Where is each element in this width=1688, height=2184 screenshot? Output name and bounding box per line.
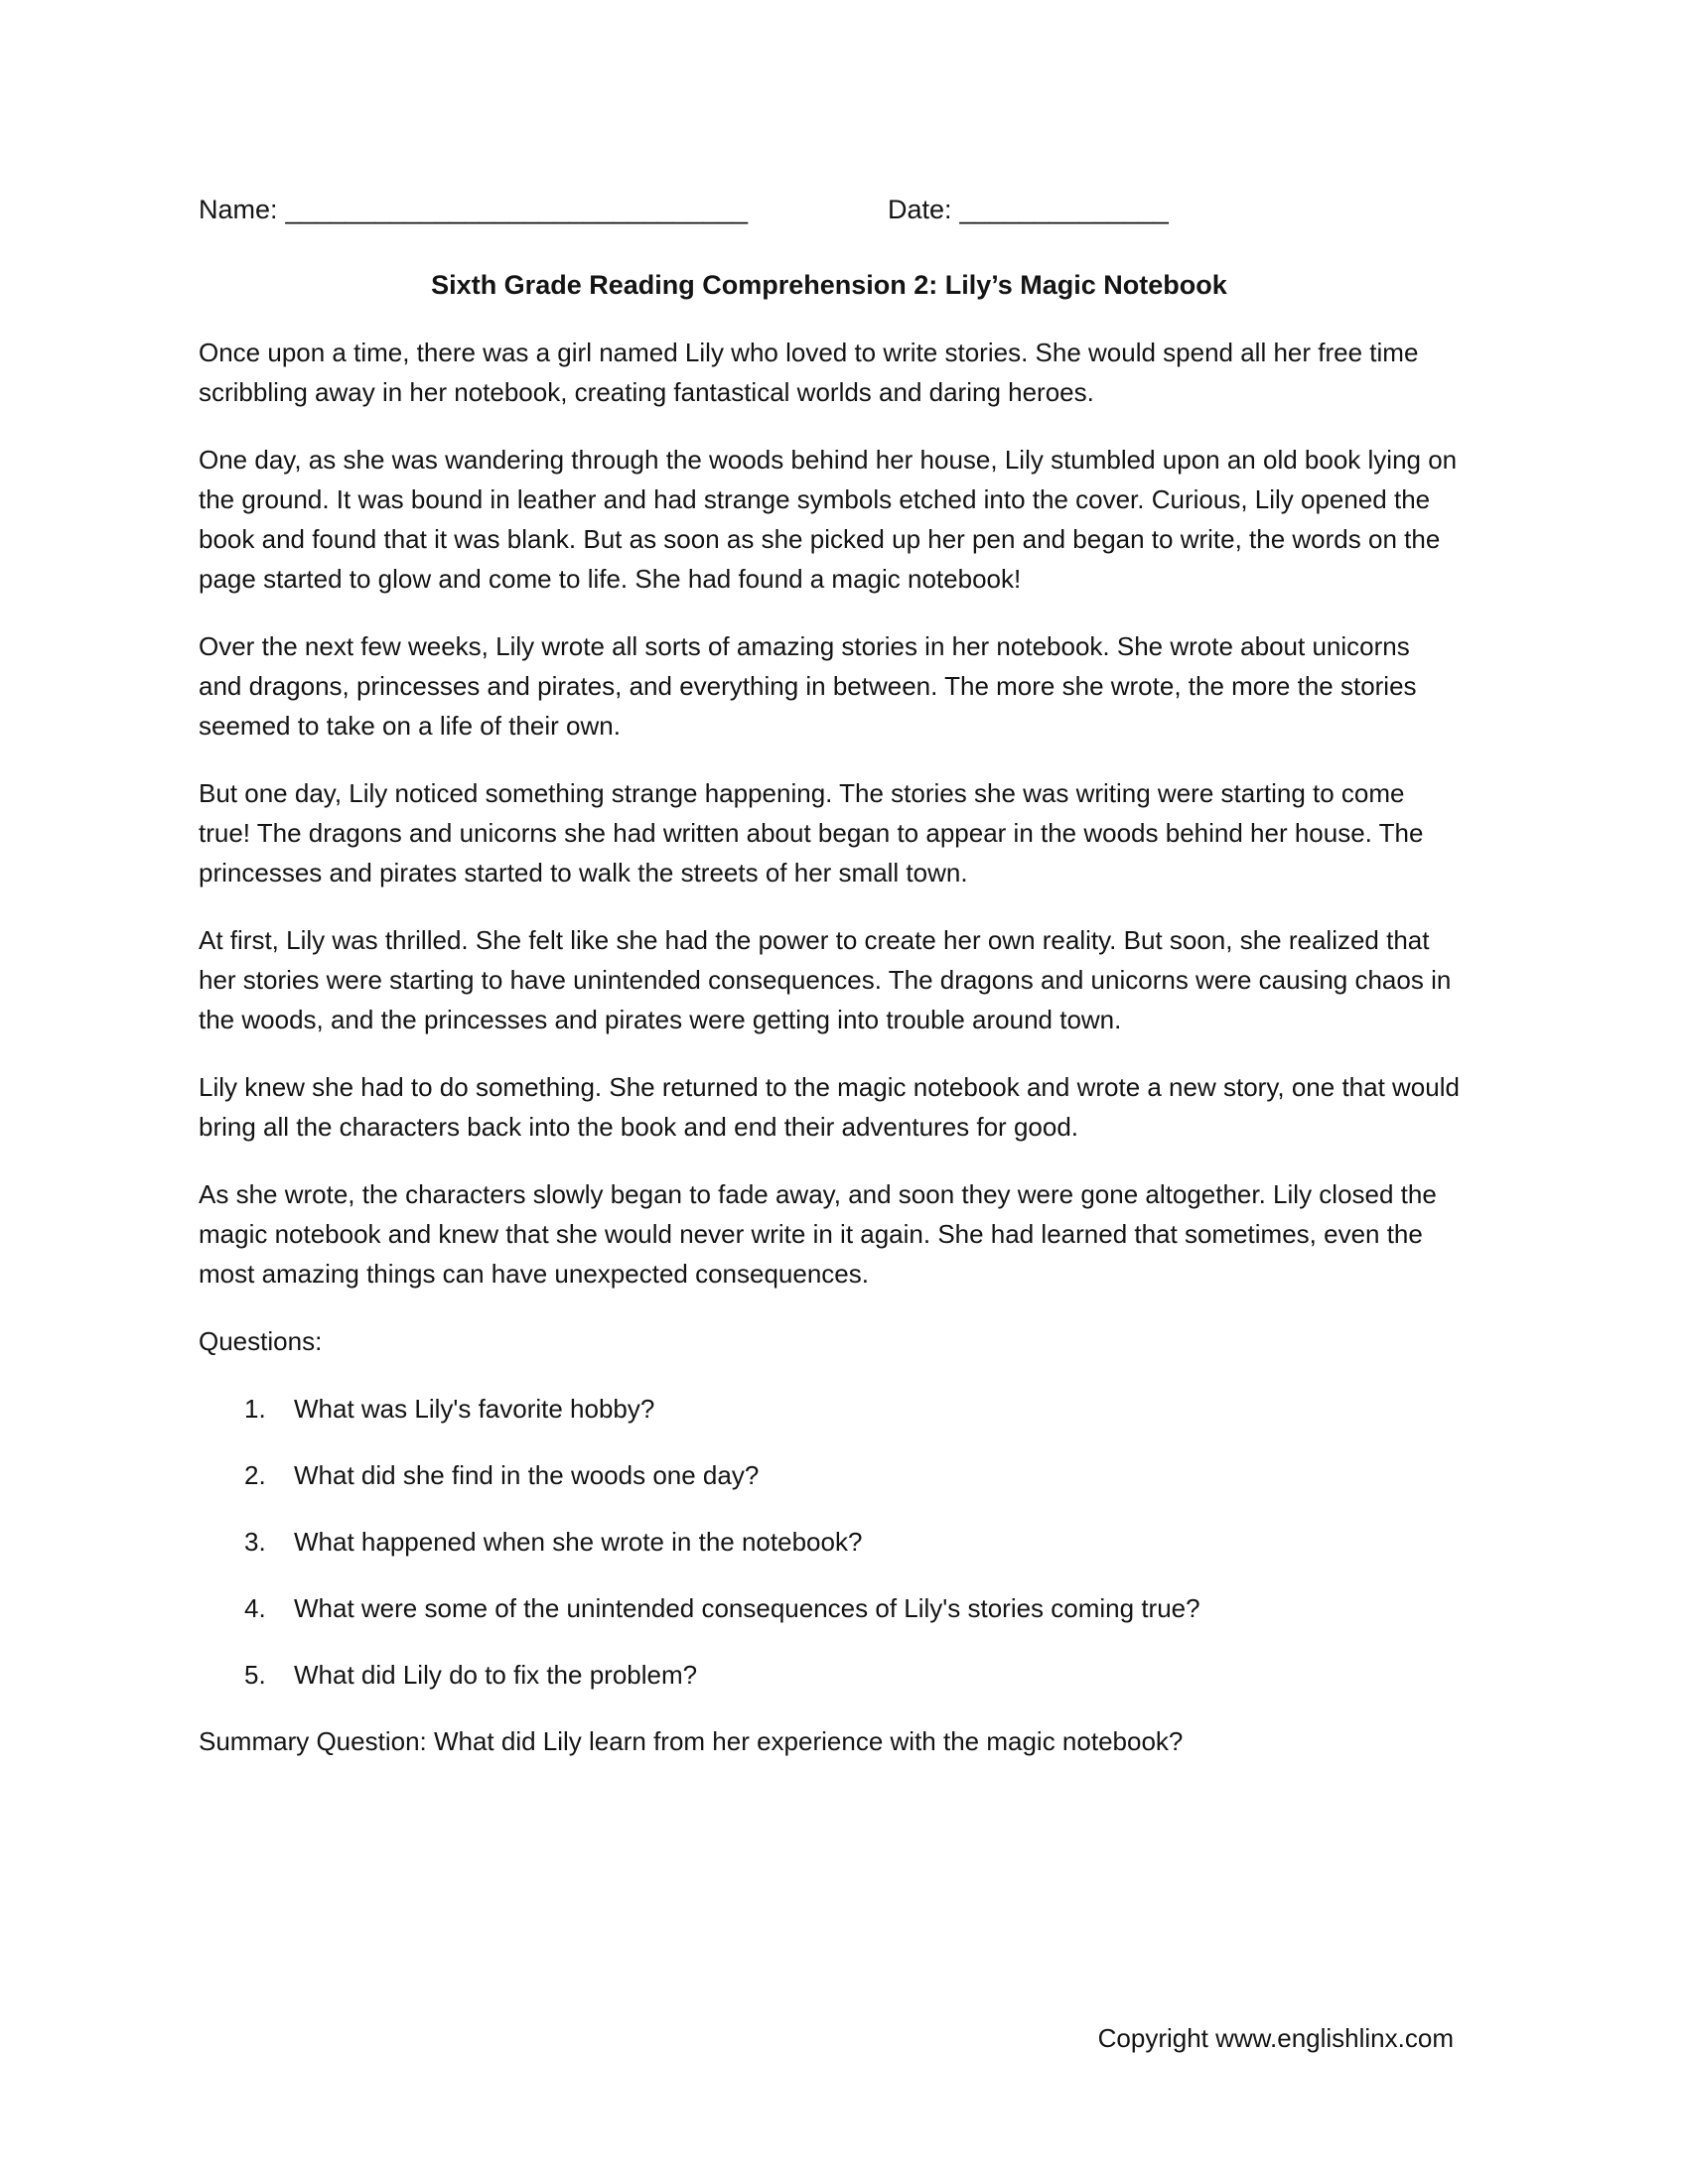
question-number: 2. (244, 1460, 266, 1490)
question-text: What happened when she wrote in the notebook? (294, 1527, 863, 1557)
question-number: 3. (244, 1527, 266, 1557)
story-paragraph-6: Lily knew she had to do something. She returned to the magic notebook and wrote a new story, one that would bring all the characters back into the book and end their adventures for good. (199, 1072, 1460, 1142)
question-text: What were some of the unintended consequences of Lily's stories coming true? (294, 1593, 1200, 1623)
question-text: What did Lily do to fix the problem? (294, 1660, 698, 1690)
summary-question: Summary Question: What did Lily learn from her experience with the magic notebook? (199, 1726, 1184, 1756)
question-number: 4. (244, 1593, 266, 1623)
name-label: Name: (199, 195, 278, 224)
question-number: 5. (244, 1660, 266, 1690)
question-item (244, 1522, 1460, 1562)
date-blank-line: ______________ (959, 195, 1169, 224)
question-text: What was Lily's favorite hobby? (294, 1394, 655, 1424)
copyright-text: Copyright www.englishlinx.com (1097, 2023, 1454, 2053)
footer (1098, 2023, 1454, 2054)
story-paragraph-5: At first, Lily was thrilled. She felt like she had the power to create her own reality. But soon, she realized that her stories were starting to have unintended consequences. The dragons and unicorns were causing chaos in the woods, and the princesses and pirates were getting into trouble around town. (199, 925, 1452, 1034)
date-field (888, 195, 1169, 225)
name-field (199, 195, 888, 225)
question-item (244, 1389, 1460, 1429)
story-paragraph-1: Once upon a time, there was a girl named Lily who loved to write stories. She would spend all her free time scribbling away in her notebook, creating fantastical worlds and daring heroes. (199, 338, 1419, 407)
question-text: What did she find in the woods one day? (294, 1460, 760, 1490)
date-label: Date: (888, 195, 952, 224)
worksheet-title: Sixth Grade Reading Comprehension 2: Lily’s Magic Notebook (431, 270, 1227, 300)
header-row (199, 195, 1460, 225)
name-blank-line: _______________________________ (285, 195, 749, 224)
question-item (244, 1455, 1460, 1495)
story-paragraph-4: But one day, Lily noticed something strange happening. The stories she was writing were starting to come true! The dragons and unicorns she had written about began to appear in the woods behind her house. The princesses and pirates started to walk the streets of her small town. (199, 778, 1424, 887)
question-number: 1. (244, 1394, 266, 1424)
story-paragraph-3: Over the next few weeks, Lily wrote all sorts of amazing stories in her notebook. She wrote about unicorns and dragons, princesses and pirates, and everything in between. The more she wrote, the more the stories seemed to take on a life of their own. (199, 631, 1417, 741)
question-item (244, 1588, 1460, 1628)
question-item (244, 1655, 1460, 1695)
story-paragraph-2: One day, as she was wandering through the woods behind her house, Lily stumbled upon an old book lying on the ground. It was bound in leather and had strange symbols etched into the cover. Curious, Lily opened the book and found that it was blank. But as soon as she picked up her pen and began to write, the words on the page started to glow and come to life. She had found a magic notebook! (199, 445, 1458, 594)
story-body (199, 333, 1460, 1294)
questions-label: Questions: (199, 1326, 323, 1356)
story-paragraph-7: As she wrote, the characters slowly began to fade away, and soon they were gone altogether. Lily closed the magic notebook and knew that she would never write in it again. She had learned that sometimes, even the most amazing things can have unexpected consequences. (199, 1179, 1437, 1289)
questions-list (244, 1389, 1460, 1695)
